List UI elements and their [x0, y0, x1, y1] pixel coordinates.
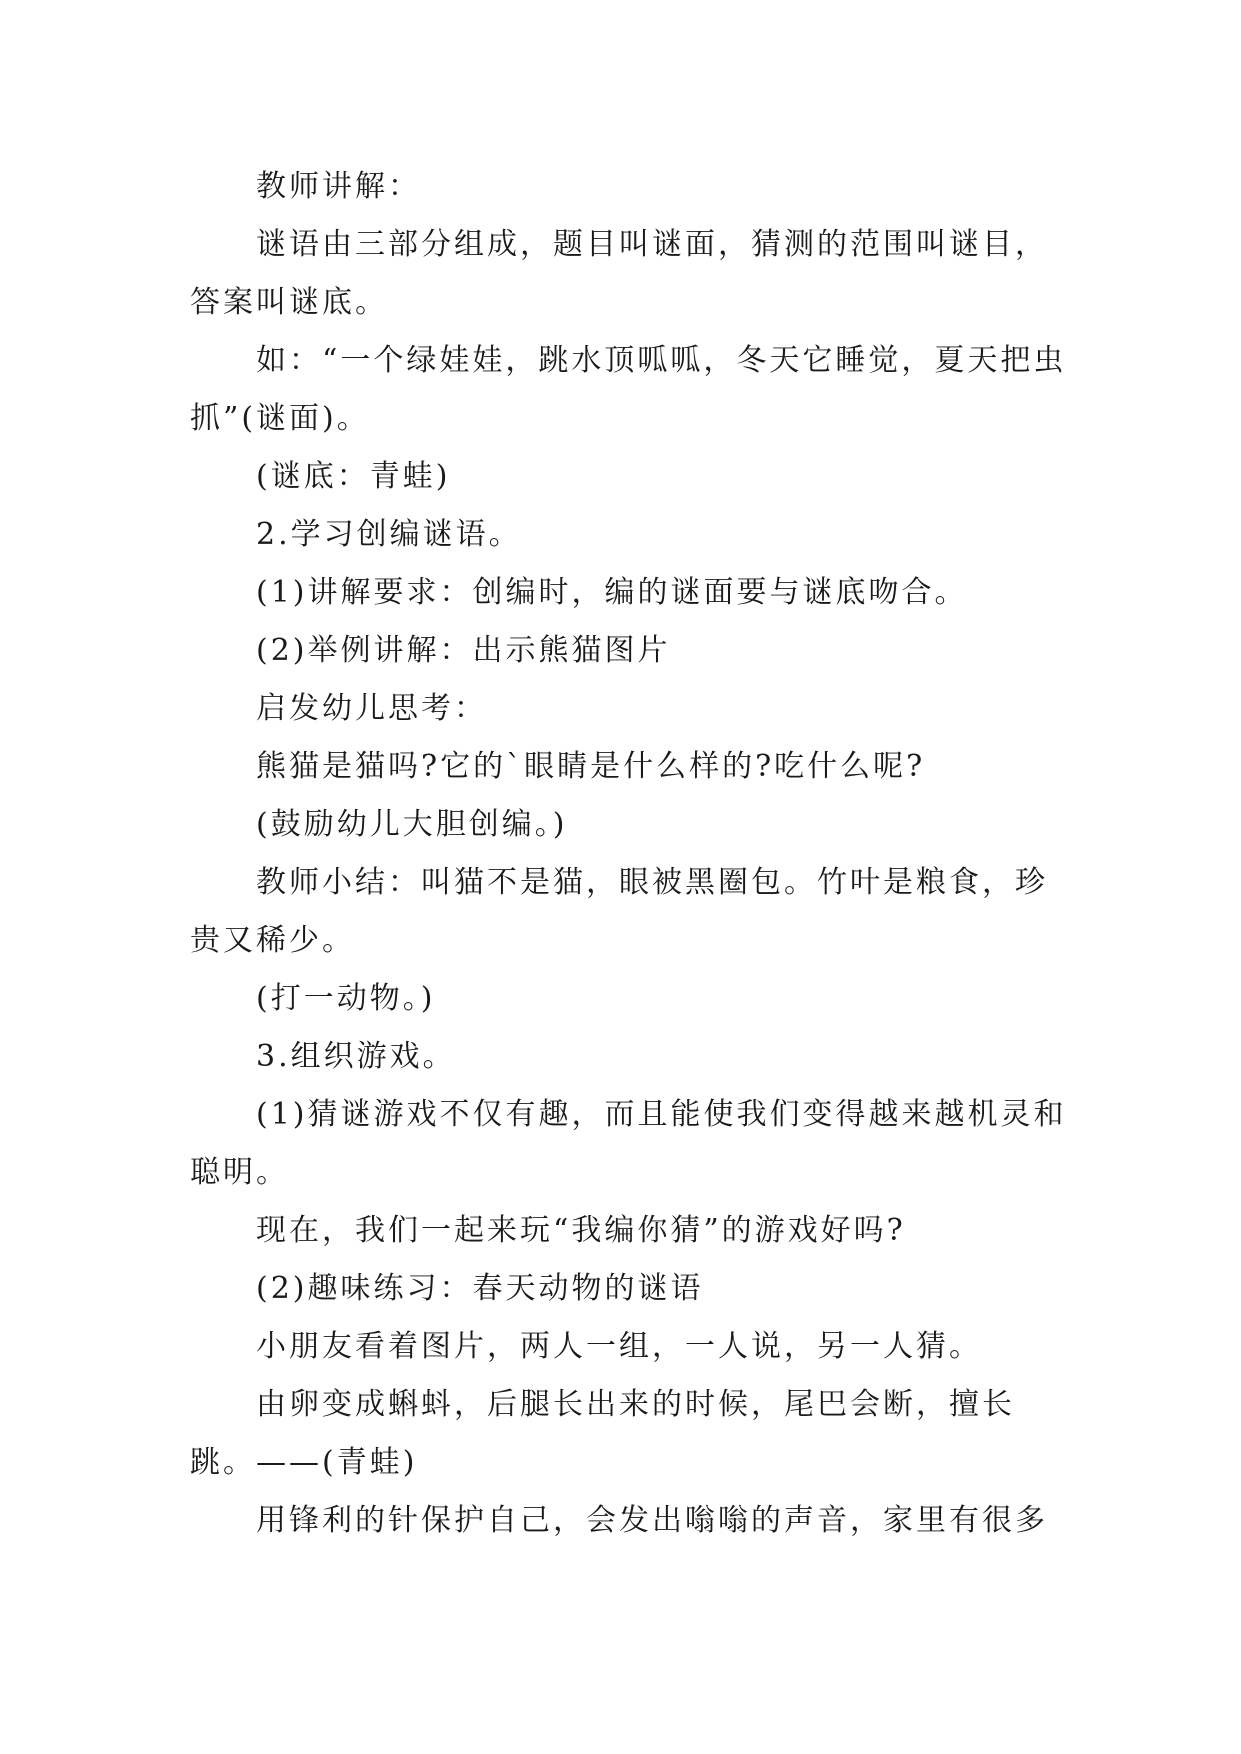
paragraph: 由卵变成蝌蚪，后腿长出来的时候，尾巴会断，擅长跳。——(青蛙)	[190, 1387, 1015, 1480]
paragraph: 谜语由三部分组成，题目叫谜面，猜测的范围叫谜目，答案叫谜底。	[190, 227, 1048, 320]
paragraph: 小朋友看着图片，两人一组，一人说，另一人猜。	[256, 1329, 982, 1364]
paragraph: 教师讲解：	[256, 169, 421, 204]
paragraph: (2)趣味练习：春天动物的谜语	[256, 1271, 704, 1306]
paragraph: (打一动物。)	[256, 981, 436, 1016]
paragraph: 如：“一个绿娃娃，跳水顶呱呱，冬天它睡觉，夏天把虫抓”(谜面)。	[190, 343, 1067, 436]
paragraph: (2)举例讲解：出示熊猫图片	[256, 633, 671, 668]
paragraph: (1)猜谜游戏不仅有趣，而且能使我们变得越来越机灵和聪明。	[190, 1097, 1067, 1190]
paragraph: 教师小结：叫猫不是猫，眼被黑圈包。竹叶是粮食，珍贵又稀少。	[190, 865, 1048, 958]
paragraph: 熊猫是猫吗?它的`眼睛是什么样的?吃什么呢?	[256, 749, 926, 784]
paragraph: 用锋利的针保护自己，会发出嗡嗡的声音，家里有很多	[256, 1503, 1048, 1538]
paragraph: (鼓励幼儿大胆创编。)	[256, 807, 568, 842]
paragraph: (谜底：青蛙)	[256, 459, 451, 494]
paragraph: 现在，我们一起来玩“我编你猜”的游戏好吗?	[256, 1213, 906, 1248]
paragraph: 3.组织游戏。	[256, 1039, 456, 1074]
paragraph: 2.学习创编谜语。	[256, 517, 522, 552]
document-body	[190, 158, 1070, 1550]
paragraph: (1)讲解要求：创编时，编的谜面要与谜底吻合。	[256, 575, 968, 610]
paragraph: 启发幼儿思考：	[256, 691, 487, 726]
